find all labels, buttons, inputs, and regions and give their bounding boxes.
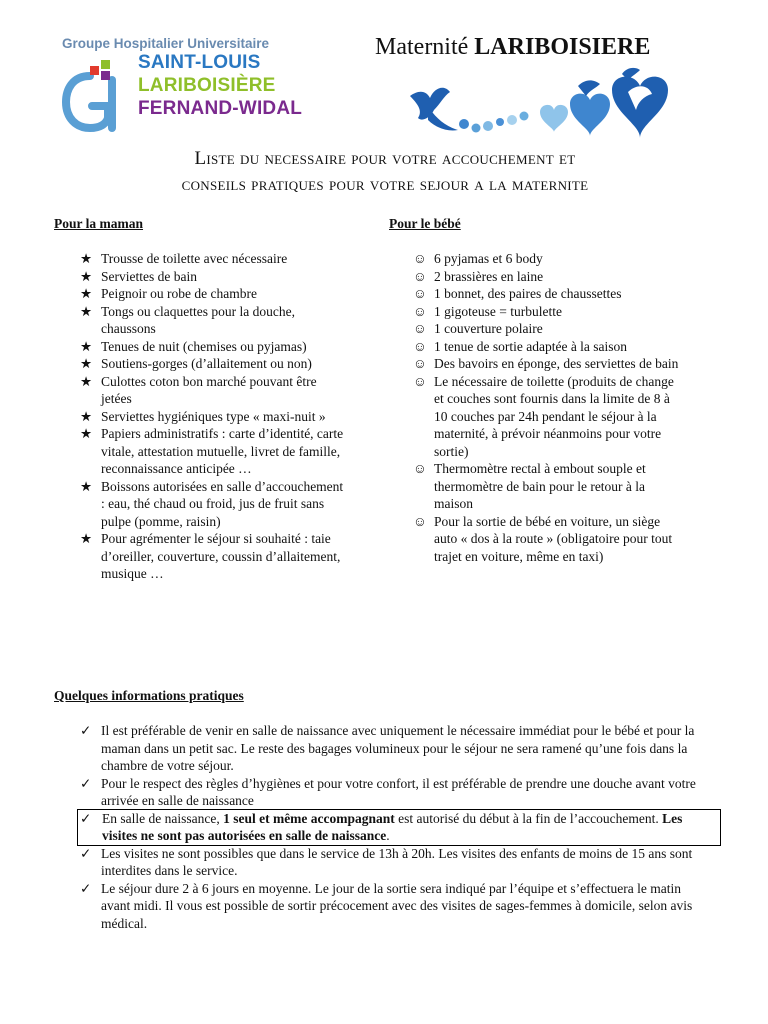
list-item: ✓ Les visites ne sont possibles que dans le service de 13h à 20h. Les visites des enfants de moins de 15 ans sont interdites dans le service. — [80, 845, 693, 878]
hospital-logo — [60, 34, 310, 134]
smiley-icon: ☺ — [413, 338, 427, 354]
smiley-icon: ☺ — [413, 373, 427, 389]
info-list — [80, 722, 712, 932]
list-item: ☺ 1 gigoteuse = turbulette — [413, 303, 562, 319]
list-item: ✓ Pour le respect des règles d’hygiènes et pour votre confort, il est préférable de prendre une douche avant votre arrivée en salle de naissance — [80, 775, 696, 808]
star-icon: ★ — [80, 408, 93, 424]
list-item: ★ Peignoir ou robe de chambre — [80, 286, 257, 301]
logo-group-name: Groupe Hospitalier Universitaire — [62, 36, 270, 51]
list-item: ☺ Thermomètre rectal à embout souple et thermomètre de bain pour le retour à la maison — [413, 461, 646, 511]
smiley-icon: ☺ — [413, 513, 427, 529]
list-item: ☺ 1 bonnet, des paires de chaussettes — [413, 286, 622, 301]
checkmark-icon: ✓ — [80, 810, 92, 826]
maman-heading: Pour la maman — [54, 216, 144, 231]
list-item: ★ Pour agrémenter le séjour si souhaité : taie d’oreiller, couverture, coussin d’allaitement, musique … — [80, 531, 341, 581]
document-title-line-1: Liste du necessaire pour votre accouchement et — [194, 148, 576, 169]
star-icon: ★ — [80, 338, 93, 354]
list-item: ★ Serviettes hygiéniques type « maxi-nuit » — [80, 408, 326, 424]
list-item: ☺ 1 tenue de sortie adaptée à la saison — [413, 338, 628, 354]
list-item: ★ Papiers administratifs : carte d’identité, carte vitale, attestation mutuelle, livret de famille, reconnaissance anticipée … — [80, 426, 344, 476]
smiley-icon: ☺ — [413, 461, 427, 476]
list-item: ★ Culottes coton bon marché pouvant être jetées — [80, 373, 317, 406]
list-item: ☺ Pour la sortie de bébé en voiture, un siège auto « dos à la route » (obligatoire pour tout trajet en voiture, même en taxi) — [413, 513, 673, 564]
star-icon: ★ — [80, 426, 93, 441]
highlighted-list-item: ✓ En salle de naissance, 1 seul et même accompagnant est autorisé du début à la fin de l’accouchement. Les visites ne sont pas autorisées en salle de naissance. — [78, 810, 720, 845]
checkmark-icon: ✓ — [80, 723, 92, 738]
maman-list — [80, 250, 350, 583]
list-item: ☺ Le nécessaire de toilette (produits de change et couches sont fournis dans la limite de 8 à 10 couches par 24h pendant le séjour à la maternité, à prévoir néanmoins pour votre sortie) — [413, 373, 674, 459]
smiley-icon: ☺ — [413, 251, 427, 266]
info-heading: Quelques informations pratiques — [54, 688, 244, 703]
list-item: ☺ Des bavoirs en éponge, des serviettes de bain — [413, 356, 679, 371]
bebe-list — [413, 250, 683, 565]
list-item: ★ Trousse de toilette avec nécessaire — [80, 251, 288, 266]
checkmark-icon: ✓ — [80, 845, 92, 861]
list-item: ★ Soutiens-gorges (d’allaitement ou non) — [80, 356, 312, 371]
list-item: ★ Boissons autorisées en salle d’accouchement : eau, thé chaud ou froid, jus de fruit sans pulpe (pomme, raisin) — [80, 478, 344, 529]
star-icon: ★ — [80, 268, 93, 284]
list-item: ✓ Le séjour dure 2 à 6 jours en moyenne. Le jour de la sortie sera indiqué par l’équipe et s’effectuera le matin avant midi. Il vous est possible de sortir précocement avec des visites de sages-femmes à domicile, selon avis médical. — [80, 880, 693, 931]
list-item: ✓ Il est préférable de venir en salle de naissance avec uniquement le nécessaire immédiat pour le bébé et pour la maman dans un petit sac. Le reste des bagages volumineux pour le séjour ne sera ramené qu’une fois dans la chambre de votre séjour. — [80, 723, 695, 773]
star-icon: ★ — [80, 356, 93, 371]
logo-line-saint-louis: SAINT-LOUIS — [138, 52, 261, 73]
list-item: ☺ 1 couverture polaire — [413, 321, 543, 336]
gh-monogram-icon — [60, 54, 120, 134]
list-item: ☺ 2 brassières en laine — [413, 268, 544, 284]
list-item: ★ Tenues de nuit (chemises ou pyjamas) — [80, 338, 307, 354]
checkmark-icon: ✓ — [80, 880, 92, 896]
list-item: ★ Serviettes de bain — [80, 268, 197, 284]
birds-hearts-illustration — [400, 66, 680, 146]
star-icon: ★ — [80, 478, 93, 494]
checkmark-icon: ✓ — [80, 775, 92, 791]
list-item: ☺ 6 pyjamas et 6 body — [413, 251, 543, 266]
star-icon: ★ — [80, 286, 93, 301]
smiley-icon: ☺ — [413, 321, 427, 336]
logo-line-fernand-widal: FERNAND-WIDAL — [138, 98, 303, 119]
star-icon: ★ — [80, 531, 93, 546]
smiley-icon: ☺ — [413, 286, 427, 301]
star-icon: ★ — [80, 373, 93, 389]
smiley-icon: ☺ — [413, 303, 427, 319]
logo-line-lariboisiere: LARIBOISIÈRE — [138, 75, 276, 96]
star-icon: ★ — [80, 251, 93, 266]
smiley-icon: ☺ — [413, 268, 427, 284]
bebe-heading: Pour le bébé — [389, 216, 461, 231]
document-title-line-2: conseils pratiques pour votre sejour a la maternite — [181, 174, 589, 195]
smiley-icon: ☺ — [413, 356, 427, 371]
star-icon: ★ — [80, 303, 93, 319]
maternite-title: Maternité LARIBOISIERE — [375, 34, 651, 60]
list-item: ★ Tongs ou claquettes pour la douche, chaussons — [80, 303, 296, 336]
